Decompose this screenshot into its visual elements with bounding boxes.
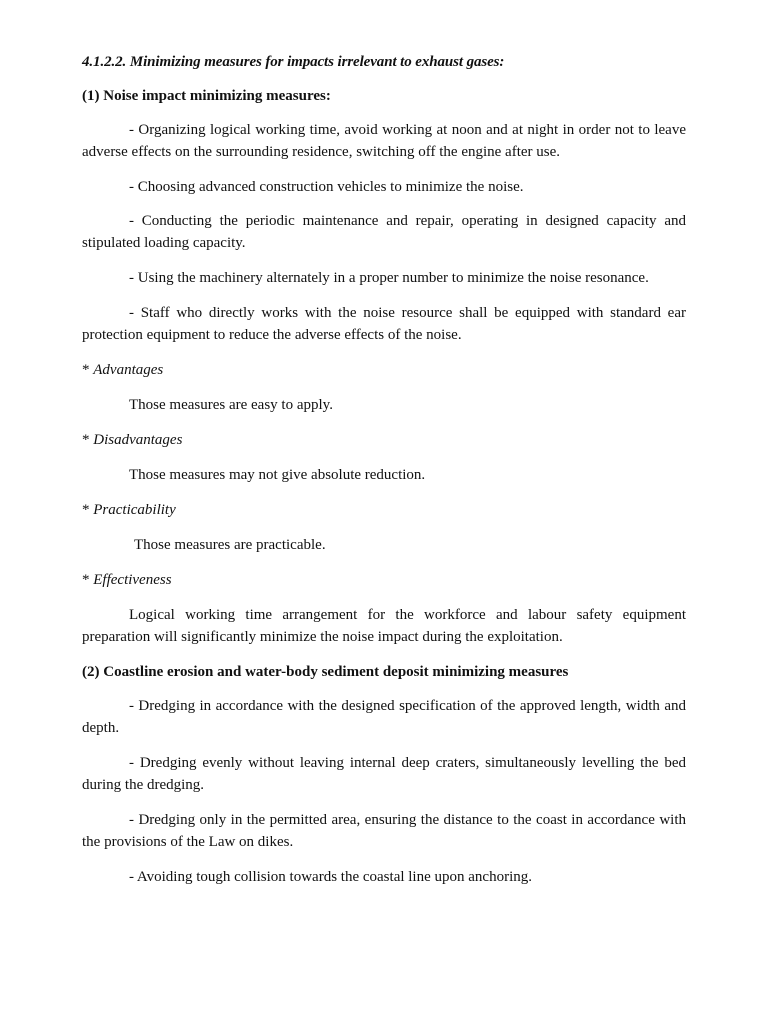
advantages-label-text: Advantages (93, 362, 164, 378)
bullet-star: * (82, 432, 90, 448)
noise-measure-2: - Choosing advanced construction vehicles to minimize the noise. (129, 179, 524, 195)
noise-section-title: (1) Noise impact minimizing measures: (82, 88, 331, 104)
effectiveness-label (82, 569, 686, 591)
document-body (82, 51, 686, 900)
coastline-measure-1: - Dredging in accordance with the designed specification of the approved length, width and depth. (82, 698, 686, 736)
practicability-label (82, 499, 686, 521)
section-heading: 4.1.2.2. Minimizing measures for impacts irrelevant to exhaust gases: (82, 54, 505, 70)
coastline-measure-4: - Avoiding tough collision towards the coastal line upon anchoring. (129, 869, 532, 885)
bullet-star: * (82, 572, 90, 588)
coastline-measure-2: - Dredging evenly without leaving internal deep craters, simultaneously levelling the bed during the dredging. (82, 755, 686, 793)
noise-measure-1: - Organizing logical working time, avoid working at noon and at night in order not to leave adverse effects on the surrounding residence, switching off the engine after use. (82, 122, 686, 160)
coastline-section-title: (2) Coastline erosion and water-body sediment deposit minimizing measures (82, 664, 569, 680)
advantages-label (82, 359, 686, 381)
practicability-label-text: Practicability (93, 502, 176, 518)
bullet-star: * (82, 362, 90, 378)
bullet-star: * (82, 502, 90, 518)
noise-measure-4: - Using the machinery alternately in a proper number to minimize the noise resonance. (129, 270, 649, 286)
noise-measure-3: - Conducting the periodic maintenance and repair, operating in designed capacity and stipulated loading capacity. (82, 213, 686, 251)
practicability-text: Those measures are practicable. (134, 537, 326, 553)
effectiveness-text: Logical working time arrangement for the workforce and labour safety equipment preparation will significantly minimize the noise impact during the exploitation. (82, 607, 686, 645)
disadvantages-text: Those measures may not give absolute reduction. (129, 467, 426, 483)
effectiveness-label-text: Effectiveness (93, 572, 172, 588)
disadvantages-label (82, 429, 686, 451)
advantages-text: Those measures are easy to apply. (129, 397, 333, 413)
coastline-measure-3: - Dredging only in the permitted area, ensuring the distance to the coast in accordance with the provisions of the Law on dikes. (82, 812, 686, 850)
noise-measure-5: - Staff who directly works with the noise resource shall be equipped with standard ear protection equipment to reduce the adverse effects of the noise. (82, 305, 686, 343)
disadvantages-label-text: Disadvantages (93, 432, 183, 448)
